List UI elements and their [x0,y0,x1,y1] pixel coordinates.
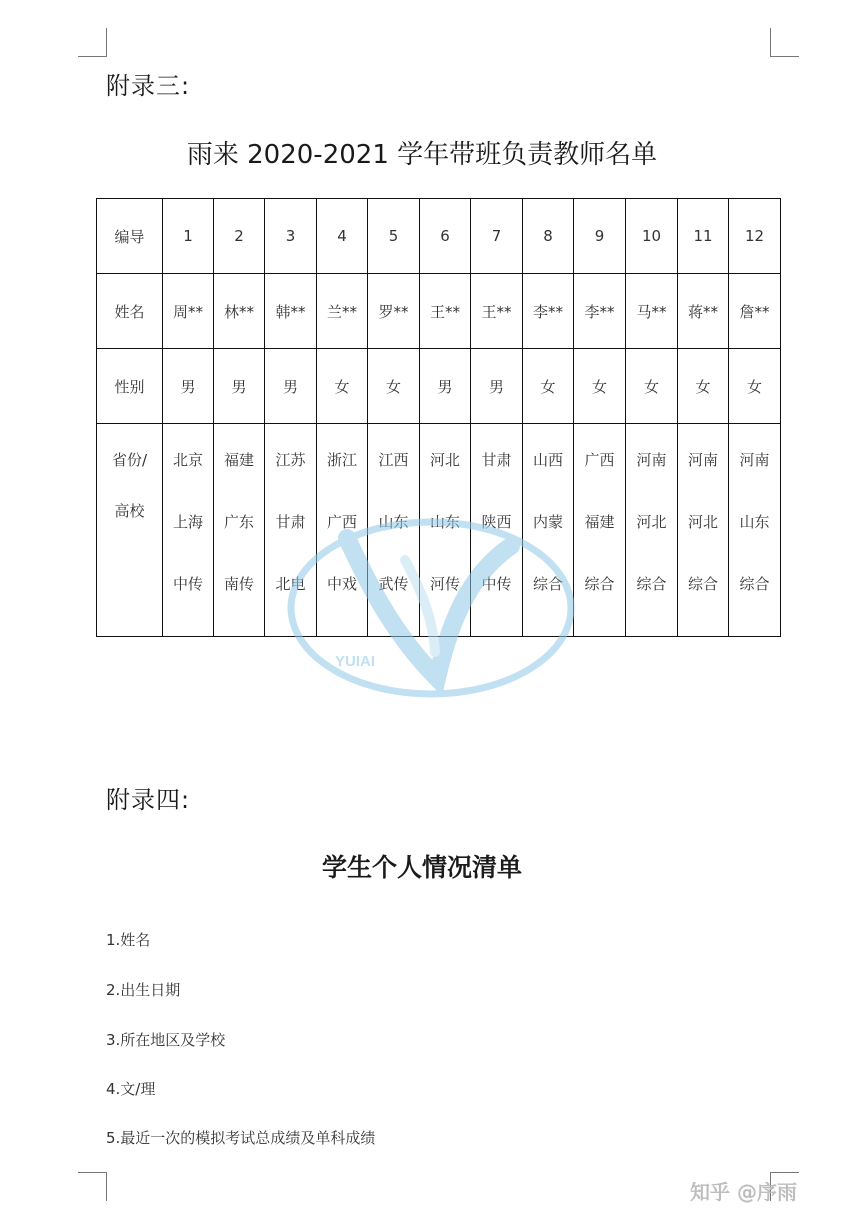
teacher-number-cell: 10 [626,199,678,274]
teacher-name-cell: 蒋** [678,274,729,349]
teacher-number-cell: 1 [163,199,214,274]
zhihu-credit-watermark: 知乎 @序雨 [690,1180,797,1204]
region-row [97,424,781,637]
teacher-region-text: 河南 [636,451,667,469]
teacher-number-cell: 5 [368,199,420,274]
teacher-region-text: 江苏 [275,451,306,469]
row-label-gender: 性别 [97,349,163,424]
gender-row [97,349,781,424]
teacher-name-cell: 李** [523,274,574,349]
teacher-region-text: 河北 [687,513,718,531]
teacher-region-text: 河南 [687,451,718,469]
teacher-region-text: 综合 [739,575,770,593]
appendix4-heading: 附录四: [106,786,191,814]
teacher-region-text: 广东 [223,513,254,531]
teacher-region-cell [523,424,574,637]
teacher-name-cell: 兰** [317,274,368,349]
teacher-region-cell [214,424,265,637]
teacher-gender-cell: 女 [317,349,368,424]
checklist-item: 2.出生日期 [106,981,181,999]
teacher-name-cell: 王** [420,274,471,349]
teacher-gender-cell: 男 [214,349,265,424]
teacher-number-cell: 9 [574,199,626,274]
teacher-gender-cell: 男 [163,349,214,424]
teacher-region-text: 福建 [223,451,254,469]
teacher-region-cell [420,424,471,637]
teacher-region-cell [626,424,678,637]
teacher-region-text: 南传 [223,575,254,593]
teacher-region-text: 河南 [739,451,770,469]
teacher-region-cell [163,424,214,637]
teacher-number-cell: 12 [729,199,781,274]
teacher-region-text: 中传 [481,575,512,593]
teacher-region-text: 广西 [584,451,615,469]
teacher-region-cell [678,424,729,637]
number-row [97,199,781,274]
teacher-name-cell: 马** [626,274,678,349]
teacher-region-text: 河北 [636,513,667,531]
checklist-item: 5.最近一次的模拟考试总成绩及单科成绩 [106,1129,376,1147]
teacher-region-cell [574,424,626,637]
teacher-number-cell: 8 [523,199,574,274]
row-label-name: 姓名 [97,274,163,349]
name-row [97,274,781,349]
teacher-region-text: 河北 [429,451,460,469]
teacher-region-text: 北京 [172,451,203,469]
teacher-name-cell: 罗** [368,274,420,349]
teacher-region-cell [265,424,317,637]
teacher-region-text: 浙江 [326,451,357,469]
teacher-region-cell [729,424,781,637]
teacher-gender-cell: 男 [471,349,523,424]
teacher-name-cell: 李** [574,274,626,349]
teacher-region-text: 武传 [378,575,409,593]
teacher-gender-cell: 女 [574,349,626,424]
teacher-region-text: 综合 [687,575,718,593]
teacher-region-text: 综合 [636,575,667,593]
teacher-region-text: 综合 [532,575,563,593]
teacher-gender-cell: 男 [420,349,471,424]
teacher-gender-cell: 女 [523,349,574,424]
teacher-gender-cell: 女 [729,349,781,424]
teacher-region-text: 江西 [378,451,409,469]
page-corner-mark [770,28,799,57]
teacher-region-cell [368,424,420,637]
teacher-region-text: 山东 [378,513,409,531]
teacher-gender-cell: 男 [265,349,317,424]
teacher-region-text: 山东 [429,513,460,531]
teacher-region-text: 上海 [172,513,203,531]
teacher-region-text: 内蒙 [532,513,563,531]
watermark-text: YUIAI [335,653,376,670]
teacher-number-cell: 2 [214,199,265,274]
row-label-region-line2: 高校 [114,502,145,520]
row-label-number: 编导 [97,199,163,274]
teacher-gender-cell: 女 [368,349,420,424]
teacher-number-cell: 6 [420,199,471,274]
teacher-region-cell [471,424,523,637]
teacher-region-text: 中传 [172,575,203,593]
checklist-item: 4.文/理 [106,1080,156,1098]
teacher-number-cell: 3 [265,199,317,274]
page-corner-mark [78,28,107,57]
teacher-number-cell: 11 [678,199,729,274]
checklist-item: 1.姓名 [106,931,151,949]
teacher-region-cell [317,424,368,637]
teacher-gender-cell: 女 [678,349,729,424]
appendix3-heading: 附录三: [106,72,191,100]
teacher-region-text: 福建 [584,513,615,531]
teacher-region-text: 河传 [429,575,460,593]
teacher-number-cell: 7 [471,199,523,274]
teacher-name-cell: 詹** [729,274,781,349]
teacher-name-cell: 韩** [265,274,317,349]
student-checklist-title: 学生个人情况清单 [321,853,522,882]
teacher-region-text: 山西 [532,451,563,469]
checklist-item: 3.所在地区及学校 [106,1031,226,1049]
teacher-region-text: 陕西 [481,513,512,531]
teacher-number-cell: 4 [317,199,368,274]
row-label-region [97,424,163,637]
teacher-region-text: 综合 [584,575,615,593]
teacher-roster-table [96,198,781,637]
teacher-region-text: 甘肃 [275,513,306,531]
teacher-list-title: 雨来 2020-2021 学年带班负责教师名单 [186,140,658,170]
teacher-name-cell: 林** [214,274,265,349]
teacher-name-cell: 王** [471,274,523,349]
teacher-region-text: 山东 [739,513,770,531]
teacher-name-cell: 周** [163,274,214,349]
row-label-region-line1: 省份/ [111,451,148,469]
teacher-region-text: 北电 [275,575,306,593]
teacher-region-text: 广西 [326,513,357,531]
teacher-gender-cell: 女 [626,349,678,424]
page-corner-mark [78,1172,107,1201]
teacher-region-text: 甘肃 [481,451,512,469]
teacher-region-text: 中戏 [326,575,357,593]
